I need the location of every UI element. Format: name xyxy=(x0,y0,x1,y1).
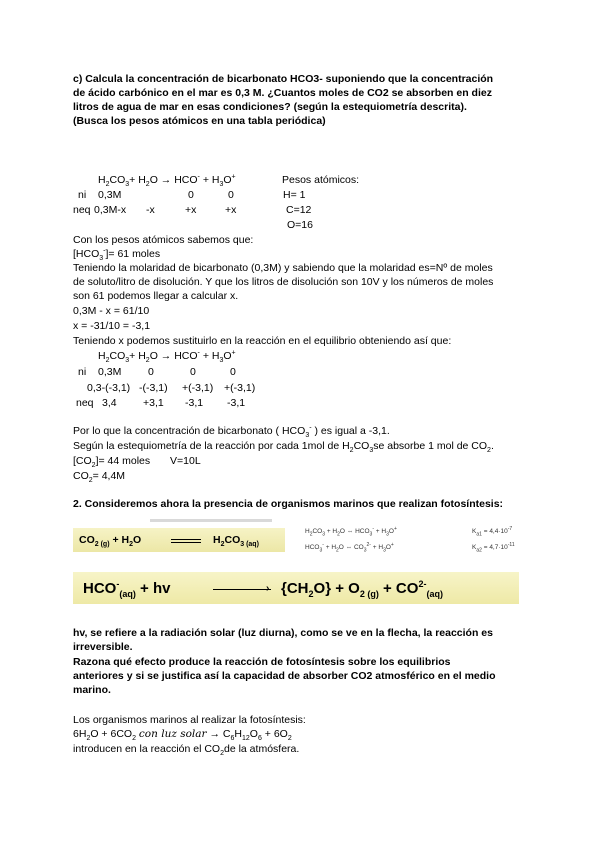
question-c-line-4: (Busca los pesos atómicos en una tabla periódica) xyxy=(73,115,326,127)
t2-neq-a: 3,4 xyxy=(102,397,117,409)
question-c-line-3: litros de agua de mar en esas condiciones? (según la estequiometría descrita). xyxy=(73,101,467,113)
body-line-1: Con los pesos atómicos sabemos que: xyxy=(73,234,254,246)
neq-value: 0,3M-x xyxy=(94,204,127,216)
conclusion-volume: V=10L xyxy=(170,455,201,467)
equation-box-co2-h2co3 xyxy=(73,528,285,552)
ni-col3: 0 xyxy=(228,189,234,201)
t2-ni-label: ni xyxy=(78,366,87,378)
body-line-2: $[HCO_3^-]= 61$ moles xyxy=(73,247,161,263)
question-c-line-1: c) Calcula la concentración de bicarbonato HCO3- suponiendo que la concentración xyxy=(73,73,494,85)
t2-sub-col-c: +(-3,1) xyxy=(182,382,214,394)
t2-ni-col3: 0 xyxy=(230,366,236,378)
arrow-head-icon: › xyxy=(266,583,270,594)
section-2-paragraph-1: hv, se refiere a la radiación solar (luz diurna), como se ve en la flecha, la reacción es xyxy=(73,627,493,639)
t2-neq-d: -3,1 xyxy=(227,397,246,409)
t2-ni-col2: 0 xyxy=(190,366,196,378)
t2-ni-value: 0,3M xyxy=(98,366,122,378)
neq-label: neq xyxy=(73,204,91,216)
body-line-3: Teniendo la molaridad de bicarbonato (0,3M) y sabiendo que la molaridad es=Nº de moles xyxy=(73,262,493,274)
body-line-4: de soluto/litro de disolución. Y que los litros de disolución son 10V y los números de moles xyxy=(73,276,494,288)
neq-col3: +x xyxy=(225,204,237,216)
t2-neq-c: -3,1 xyxy=(185,397,204,409)
section-2-paragraph-2: irreversible. xyxy=(73,641,133,653)
t2-sub-col-d: +(-3,1) xyxy=(224,382,256,394)
section-2-paragraph-4: anteriores y si se justifica así la capacidad de absorber CO2 atmosférico en el medio xyxy=(73,670,496,682)
ni-label: ni xyxy=(78,189,87,201)
ka1-value: $K_{a1} = 4,4\cdot 10^{-7}$ xyxy=(472,525,513,538)
body-line-8: Teniendo x podemos sustituirlo en la reacción en el equilibrio obteniendo así que: xyxy=(73,335,452,347)
photosynthesis-equation: $6H_2O + 6CO_2$ con luz solar → $C_6H_{12}O_6 + 6O_2$ xyxy=(73,728,292,743)
neq-col2: +x xyxy=(185,204,197,216)
section-2-paragraph-5: marino. xyxy=(73,684,111,696)
conclusion-line-3: $[CO_2]= 44$ moles xyxy=(73,455,151,470)
equilibrium-arrow-lower-icon xyxy=(171,542,201,543)
ka2-value: $K_{a2} = 4,7\cdot 10^{-11}$ xyxy=(472,541,515,554)
t2-ni-col1: 0 xyxy=(148,366,154,378)
cropped-text-remnant xyxy=(150,519,272,522)
atomic-weight-o: O=16 xyxy=(287,219,313,231)
answer-line-1: Los organismos marinos al realizar la fotosíntesis: xyxy=(73,714,306,726)
box1-product: $H_2CO_{3 (aq)}$ xyxy=(213,534,259,549)
atomic-weight-h: H= 1 xyxy=(283,189,306,201)
equilibrium-equation-1: $H_2CO_3+ H_2O \to HCO^- + H_3O^+$ xyxy=(98,173,236,189)
equilibrium-ka1: $H_2CO_3 + H_2O$ ⇔ $HCO_3^- + H_3O^+$ xyxy=(305,525,397,538)
irreversible-arrow-icon xyxy=(213,589,271,590)
section-2-paragraph-3: Razona qué efecto produce la reacción de fotosíntesis sobre los equilibrios xyxy=(73,656,451,668)
equilibrium-equation-2: $H_2CO_3+ H_2O \to HCO^- + H_3O^+$ xyxy=(98,349,236,365)
equilibrium-ka2: $HCO_3^- + H_2O$ ⇔ $CO_3^{2-} + H_3O^+$ xyxy=(305,541,394,554)
t2-sub-col-b: -(-3,1) xyxy=(139,382,168,394)
question-c-line-2: de ácido carbónico en el mar es 0,3 M. ¿Cuantos moles de CO2 se absorben en diez xyxy=(73,87,492,99)
box2-reactants: $HCO^-_{(aq)}$ + hv xyxy=(83,579,171,599)
body-line-5: son 61 podemos llegar a calcular x. xyxy=(73,290,239,302)
neq-col1: -x xyxy=(146,204,155,216)
t2-neq-b: +3,1 xyxy=(143,397,164,409)
answer-line-3: introducen en la reacción el $CO_2de$ la atmósfera. xyxy=(73,743,300,758)
box1-reactants: $CO_{2 (g)} + H_2O$ xyxy=(79,534,142,549)
atomic-weights-title: Pesos atómicos: xyxy=(282,174,360,186)
body-line-7: x = -31/10 = -3,1 xyxy=(73,320,151,332)
conclusion-line-1: Por lo que la concentración de bicarbonato ( $HCO_3^-$ ) es igual a -3,1. xyxy=(73,424,390,440)
t2-neq-label: neq xyxy=(76,397,94,409)
ni-col2: 0 xyxy=(188,189,194,201)
t2-sub-col-a: 0,3-(-3,1) xyxy=(87,382,131,394)
conclusion-line-2: Según la estequiometría de la reacción por cada 1mol de $H_2CO_3se$ absorbe 1 mol de $CO_2$. xyxy=(73,440,494,455)
body-line-6: 0,3M - x = 61/10 xyxy=(73,305,150,317)
box2-products: $\{CH_2O\} + O_{2 (g)} + CO^{2-}_{(aq)}$ xyxy=(281,579,443,599)
ni-value: 0,3M xyxy=(98,189,122,201)
section-2-title: 2. Consideremos ahora la presencia de organismos marinos que realizan fotosíntesis: xyxy=(73,498,504,510)
equation-box-photosynthesis xyxy=(73,572,519,604)
conclusion-line-4: $CO_2= 4,4M$ xyxy=(73,470,126,485)
equilibrium-arrow-icon xyxy=(171,539,201,540)
atomic-weight-c: C=12 xyxy=(286,204,312,216)
